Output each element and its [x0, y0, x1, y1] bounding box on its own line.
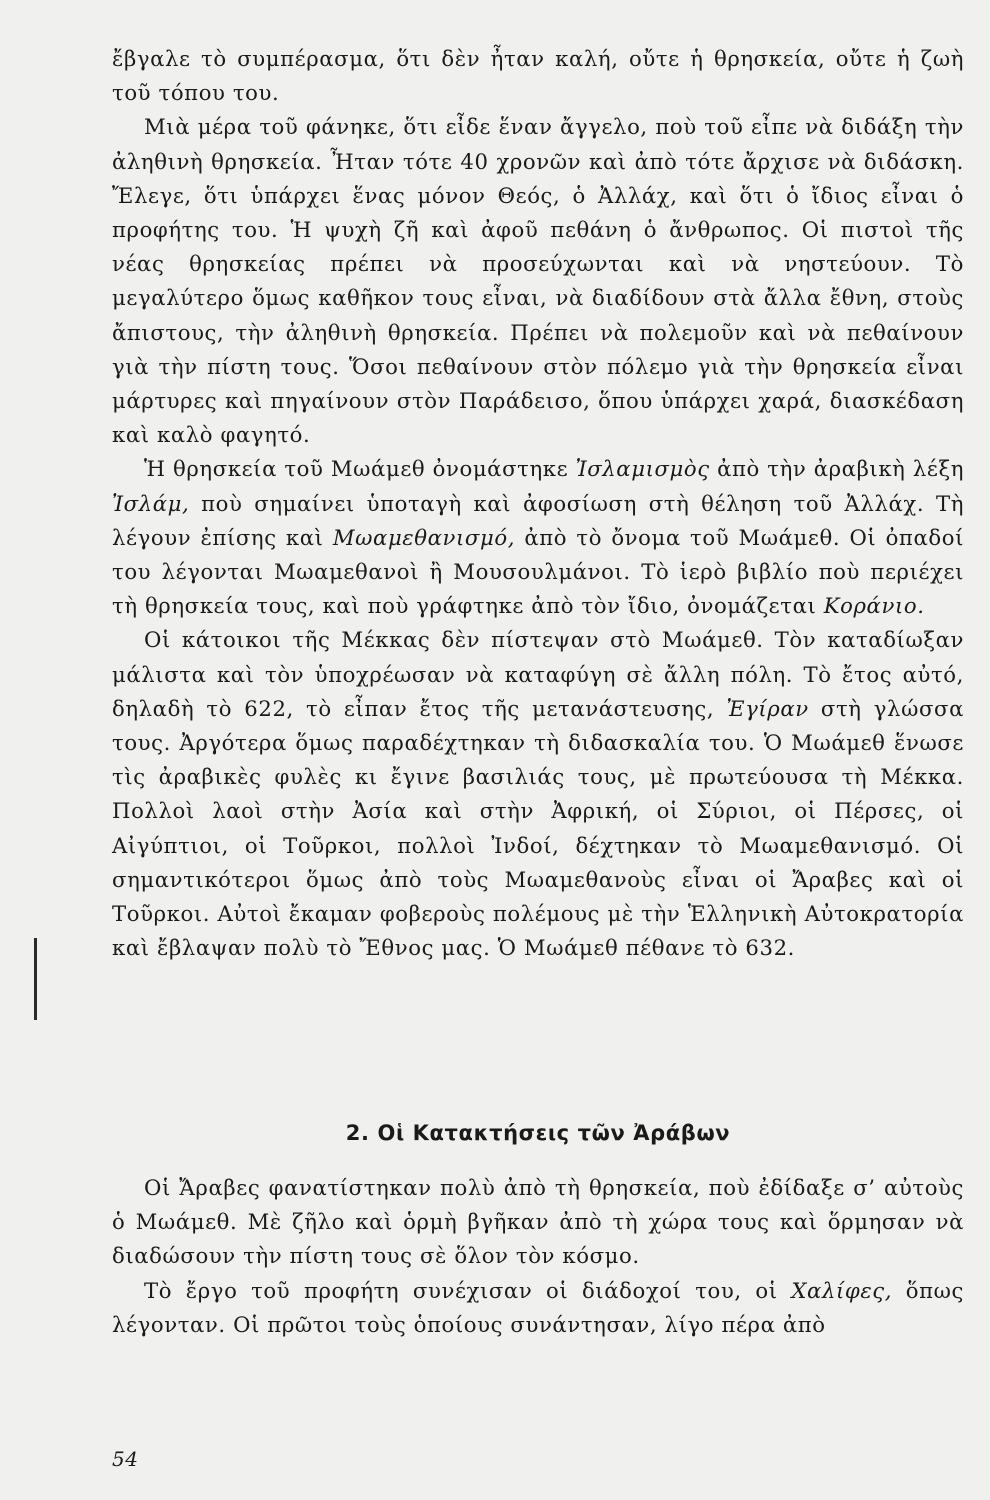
text-run: ἀπὸ τὴν ἀραβικὴ λέξη	[709, 456, 965, 482]
paragraph-angel: Μιὰ μέρα τοῦ φάνηκε, ὅτι εἶδε ἕναν ἄγγελο, ποὺ τοῦ εἶπε νὰ διδάξη τὴν ἀληθινὴ θρησκεία. Ἦταν τότε 40 χρονῶν καὶ ἀπὸ τότε ἄρχισε νὰ διδάσκη. Ἔλεγε, ὅτι ὑπάρχει ἕνας μόνον Θεός, ὁ Ἀλλάχ, καὶ ὅτι ὁ ἴδιος εἶναι ὁ προφήτης του. Ἡ ψυχὴ ζῆ καὶ ἀφοῦ πεθάνη ὁ ἄνθρωπος. Οἱ πιστοὶ τῆς νέας θρησκείας πρέπει νὰ προσεύχωνται καὶ νὰ νηστεύουν. Τὸ μεγαλύτερο ὅμως καθῆκον τους εἶναι, νὰ διαδίδουν στὰ ἄλλα ἔθνη, στοὺς ἄπιστους, τὴν ἀληθινὴ θρησκεία. Πρέπει νὰ πολεμοῦν καὶ νὰ πεθαίνουν γιὰ τὴν πίστη τους. Ὅσοι πεθαίνουν στὸν πόλεμο γιὰ τὴν θρησκεία εἶναι μάρτυρες καὶ πηγαίνουν στὸν Παράδεισο, ὅπου ὑπάρχει χαρά, διασκέδαση καὶ καλὸ φαγητό.	[112, 114, 964, 448]
section-heading: 2. Οἱ Κατακτήσεις τῶν Ἀράβων	[345, 1121, 731, 1145]
page-number: 54	[112, 1447, 139, 1471]
term-islam: Ἰσλάμ,	[112, 490, 190, 516]
term-islamismos: Ἰσλαμισμὸς	[575, 456, 710, 482]
body-text-top	[112, 42, 964, 965]
paragraph-continued: ἔβγαλε τὸ συμπέρασμα, ὅτι δὲν ἦταν καλή, οὔτε ἡ θρησκεία, οὔτε ἡ ζωὴ τοῦ τόπου του.	[112, 46, 964, 106]
term-hegira: Ἐγίραν	[726, 695, 809, 721]
paragraph-islam	[112, 452, 964, 623]
paragraph-caliphs	[112, 1274, 964, 1342]
text-run: Οἱ κάτοικοι τῆς Μέκκας δὲν πίστεψαν στὸ Μωάμεθ. Τὸν καταδίωξαν μάλιστα καὶ τὸν ὑποχρέωσαν νὰ καταφύγη σὲ ἄλλη πόλη. Τὸ ἔτος αὐτό, δηλαδὴ τὸ 622, τὸ εἶπαν ἔτος τῆς μετανάστευσης,	[112, 627, 964, 721]
term-mohammedanism: Μωαμεθανισμό,	[332, 524, 516, 550]
text-run: Ἡ θρησκεία τοῦ Μωάμεθ ὀνομάστηκε	[144, 456, 576, 482]
paragraph-arabs: Οἱ Ἄραβες φανατίστηκαν πολὺ ἀπὸ τὴ θρησκεία, ποὺ ἐδίδαξε σ’ αὐτοὺς ὁ Μωάμεθ. Μὲ ζῆλο καὶ ὁρμὴ βγῆκαν ἀπὸ τὴ χώρα τους καὶ ὅρμησαν νὰ διαδώσουν τὴν πίστη τους σὲ ὅλον τὸν κόσμο.	[112, 1175, 964, 1269]
body-text-bottom	[112, 1171, 964, 1342]
margin-mark	[34, 938, 37, 1020]
term-caliphs: Χαλίφες,	[791, 1277, 893, 1303]
text-run: ὅπως λέγονταν. Οἱ πρῶτοι τοὺς ὁποίους συνάντησαν, λίγο πέρα ἀπὸ	[112, 1277, 965, 1337]
paragraph-mecca	[112, 623, 964, 965]
text-run: στὴ γλώσσα τους. Ἀργότερα ὅμως παραδέχτηκαν τὴ διδασκαλία του. Ὁ Μωάμεθ ἕνωσε τὶς ἀραβικὲς φυλὲς κι ἔγινε βασιλιάς τους, μὲ πρωτεύουσα τὴ Μέκκα. Πολλοὶ λαοὶ στὴν Ἀσία καὶ στὴν Ἀφρική, οἱ Σύριοι, οἱ Πέρσες, οἱ Αἰγύπτιοι, οἱ Τοῦρκοι, πολλοὶ Ἰνδοί, δέχτηκαν τὸ Μωαμεθανισμό. Οἱ σημαντικότεροι ὅμως ἀπὸ τοὺς Μωαμεθανοὺς εἶναι οἱ Ἄραβες καὶ οἱ Τοῦρκοι. Αὐτοὶ ἔκαμαν φοβεροὺς πολέμους μὲ τὴν Ἑλληνικὴ Αὐτοκρατορία καὶ ἔβλαψαν πολὺ τὸ Ἔθνος μας. Ὁ Μωάμεθ πέθανε τὸ 632.	[112, 695, 964, 961]
text-run: ἀπὸ τὸ ὄνομα τοῦ Μωάμεθ. Οἱ ὀπαδοί του λέγονται Μωαμεθανοὶ ἢ Μουσουλμάνοι. Τὸ ἱερὸ βιβλίο ποὺ περιέχει τὴ θρησκεία τους, καὶ ποὺ γράφτηκε ἀπὸ τὸν ἴδιο, ὀνομάζεται	[112, 524, 964, 619]
text-run: ποὺ σημαίνει ὑποταγὴ καὶ ἀφοσίωση στὴ θέληση τοῦ Ἀλλάχ. Τὴ λέγουν ἐπίσης καὶ	[112, 490, 964, 550]
term-koran: Κοράνιο.	[823, 593, 925, 619]
text-run: Τὸ ἔργο τοῦ προφήτη συνέχισαν οἱ διάδοχοί του, οἱ	[144, 1277, 792, 1303]
